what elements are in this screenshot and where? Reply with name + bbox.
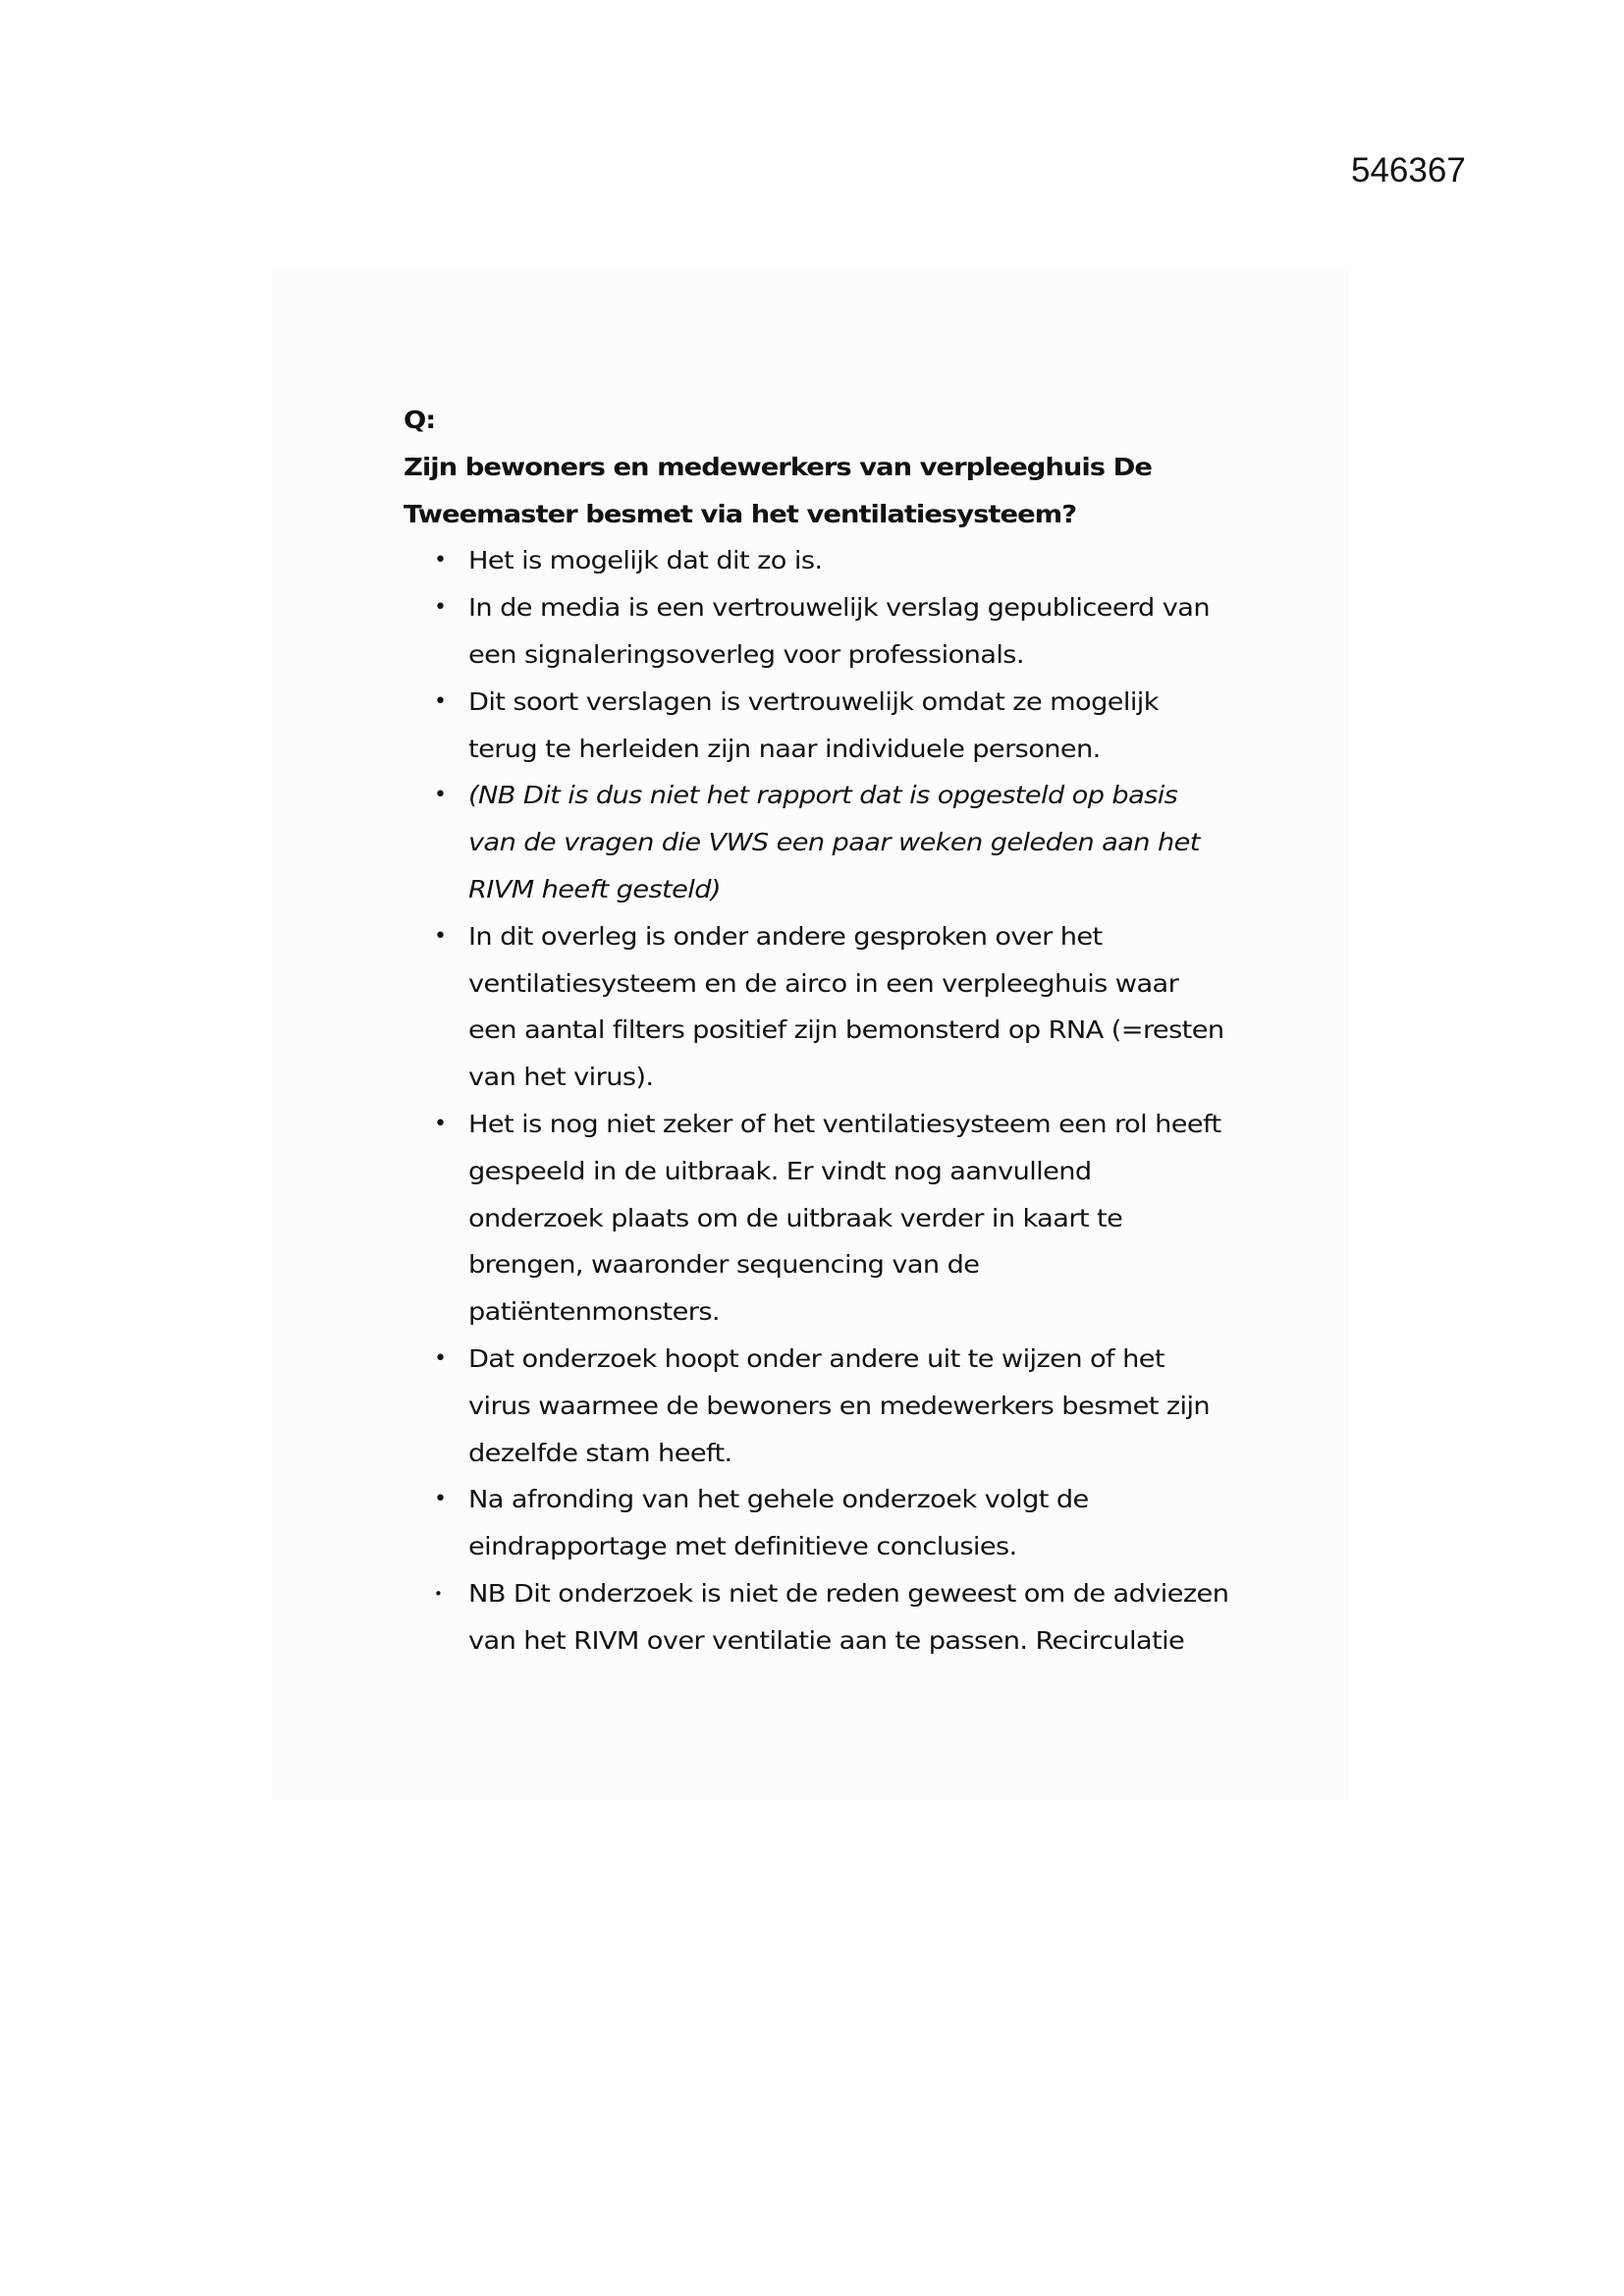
bullet-icon: • — [434, 1112, 447, 1136]
question-label: Q: — [404, 406, 436, 434]
bullet-text-line: ventilatiesysteem en de airco in een verpleeghuis waar — [468, 968, 1179, 998]
bullet-text-line: NB Dit onderzoek is niet de reden geweest om de adviezen — [468, 1579, 1229, 1608]
bullet-icon: • — [434, 1346, 447, 1371]
bullet-text-line: gespeeld in de uitbraak. Er vindt nog aanvullend — [468, 1156, 1092, 1185]
bullet-text-line: Na afronding van het gehele onderzoek volgt de — [468, 1485, 1089, 1514]
bullet-text-line: terug te herleiden zijn naar individuele personen. — [468, 734, 1101, 763]
bullet-text-line: RIVM heeft gesteld) — [468, 875, 721, 903]
bullet-icon: • — [434, 595, 447, 621]
page-number: 546367 — [1351, 151, 1466, 190]
bullet-text-line: (NB Dit is dus niet het rapport dat is opgesteld op basis — [468, 781, 1178, 810]
question-title-line: Tweemaster besmet via het ventilatiesysteem? — [404, 499, 1077, 528]
bullet-text-line: een aantal filters positief zijn bemonsterd op RNA (=resten — [468, 1015, 1224, 1045]
bullet-text-line: patiëntenmonsters. — [468, 1297, 720, 1327]
bullet-text-line: van het RIVM over ventilatie aan te passen. Recirculatie — [468, 1625, 1185, 1655]
bullet-text-line: Het is mogelijk dat dit zo is. — [468, 546, 823, 575]
bullet-text-line: onderzoek plaats om de uitbraak verder in kaart te — [468, 1203, 1123, 1232]
bullet-text-line: van het virus). — [468, 1063, 654, 1092]
bullet-icon: • — [434, 1585, 443, 1603]
bullet-icon: • — [434, 923, 447, 949]
bullet-text-line: dezelfde stam heeft. — [468, 1438, 732, 1467]
bullet-text-line: In de media is een vertrouwelijk verslag gepubliceerd van — [468, 593, 1210, 623]
question-title-line: Zijn bewoners en medewerkers van verpleeghuis De — [404, 452, 1152, 481]
bullet-text-line: Dat onderzoek hoopt onder andere uit te wijzen of het — [468, 1344, 1164, 1373]
bullet-icon: • — [434, 1487, 447, 1512]
bullet-text-line: een signaleringsoverleg voor professionals. — [468, 640, 1024, 669]
bullet-text-line: van de vragen die VWS een paar weken geleden aan het — [468, 828, 1200, 857]
bullet-text-line: virus waarmee de bewoners en medewerkers besmet zijn — [468, 1391, 1211, 1420]
bullet-text-line: In dit overleg is onder andere gesproken over het — [468, 921, 1103, 951]
bullet-icon: • — [434, 688, 447, 714]
bullet-icon: • — [434, 548, 447, 574]
bullet-text-line: eindrapportage met definitieve conclusies. — [468, 1532, 1017, 1561]
bullet-text-line: Dit soort verslagen is vertrouwelijk omdat ze mogelijk — [468, 686, 1159, 716]
bullet-text-line: brengen, waaronder sequencing van de — [468, 1250, 980, 1280]
bullet-text-line: Het is nog niet zeker of het ventilatiesysteem een rol heeft — [468, 1110, 1221, 1138]
bullet-icon: • — [434, 783, 447, 808]
